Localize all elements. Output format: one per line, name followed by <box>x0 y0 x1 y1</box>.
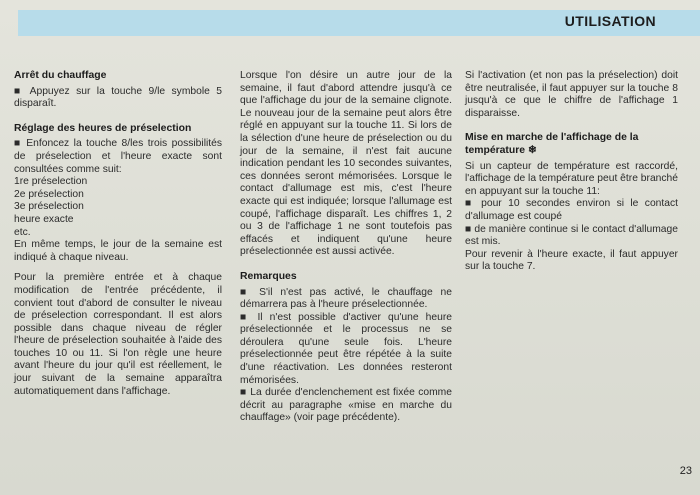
text-capteur-temperature: Si un capteur de température est raccordé, l'affichage de la température peut être branché en appuyant sur la touche 11: <box>465 160 679 197</box>
section-title: UTILISATION <box>564 13 656 29</box>
text-arret-chauffage: ■ Appuyez sur la touche 9/le symbole 5 disparaît. <box>14 85 222 110</box>
preselection-list <box>14 176 222 239</box>
text-option-10-secondes: ■ pour 10 secondes environ si le contact d'allumage est coupé <box>465 198 678 222</box>
text-option-continue: ■ de manière continue si le contact d'allumage est mis. <box>465 223 678 248</box>
text-meme-temps: En même temps, le jour de la semaine est indiqué à chaque niveau. <box>14 239 222 263</box>
column-middle <box>240 70 452 425</box>
list-item: 2e préselection <box>14 188 84 200</box>
list-item: heure exacte <box>14 213 74 225</box>
text-activation: Si l'activation (et non pas la préselection) doit être neutralisée, il faut appuyer sur la touche 8 jusqu'à ce que le chiffre de l'affichage 1 disparaisse. <box>465 70 678 119</box>
text-remarque-3: ■ La durée d'enclenchement est fixée comme décrit au paragraphe «mise en marche du chauffage» (voir page précédente). <box>240 387 452 424</box>
text-remarque-1: ■ S'il n'est pas activé, le chauffage ne démarrera pas à l'heure préselectionnée. <box>240 286 452 311</box>
heading-reglage-heures: Réglage des heures de préselection <box>14 122 192 134</box>
heading-arret-chauffage: Arrêt du chauffage <box>14 70 107 81</box>
text-revenir-heure: Pour revenir à l'heure exacte, il faut appuyer sur la touche 7. <box>465 248 678 273</box>
text-autre-jour: Lorsque l'on désire un autre jour de la semaine, il faut d'abord attendre jusqu'à ce que l'affichage du jour de la semaine clignote. Le nouveau jour de la semaine peut alors être réglé en appuyant sur la touche 11. Si lors de la sélection d'une heure de préselection ou du jour de la semaine, il n'est fait aucune indication pendant les 10 secondes suivantes, ces données seront mémorisées. Lorsque le contact d'allumage est mis, c'est l'heure exacte qui est indiquée; lorsque l'allumage est coupé, l'affichage disparaît. Les chiffres 1, 2 ou 3 de l'affichage 1 ne sont toutefois pas effacés et indiquent qu'une heure préselectionnée est aussi activée. <box>240 70 452 258</box>
text-remarque-2: ■ Il n'est possible d'activer qu'une heure préselectionnée et le processus ne se déroulera qu'une seule fois. L'heure préselectionnée peut être répétée à la suite d'une réactivation. Les données resteront mémorisées. <box>240 311 452 386</box>
list-item: 1re préselection <box>14 176 88 188</box>
column-right <box>465 70 678 274</box>
column-left <box>14 70 222 398</box>
heading-affichage-temperature: Mise en marche de l'affichage de la température ❄ <box>465 132 639 156</box>
text-reglage-intro: ■ Enfoncez la touche 8/les trois possibilités de préselection et l'heure exacte sont consultées comme suit: <box>14 138 222 175</box>
text-premiere-entree: Pour la première entrée et à chaque modification de l'entrée précédente, il convient tout d'abord de consulter le niveau de préselection correspondant. Il est alors possible dans chaque niveau de régler l'heure de préselection souhaitée à l'aide des touches 10 ou 11. Si l'on règle une heure avant l'heure du jour qu'il est réellement, le jour suivant de la semaine apparaîtra automatiquement dans l'affichage. <box>14 272 222 397</box>
list-item: 3e préselection <box>14 201 84 213</box>
list-item: etc. <box>14 226 31 238</box>
page-number: 23 <box>679 465 692 477</box>
heading-remarques: Remarques <box>240 270 297 282</box>
